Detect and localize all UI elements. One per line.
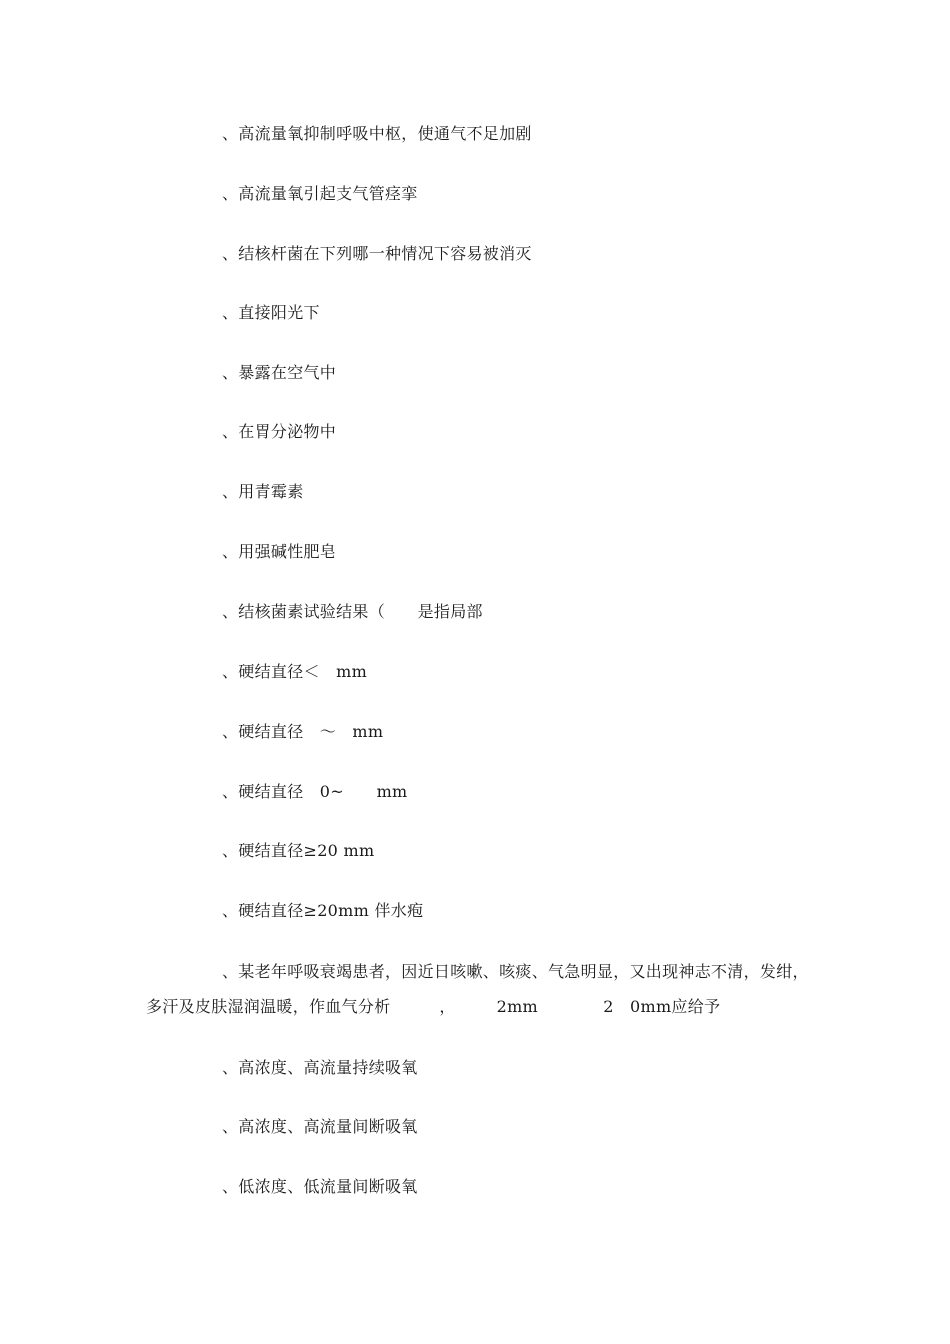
text-line: 、暴露在空气中	[222, 363, 337, 382]
option-line: 、低浓度、低流量间断吸氧	[222, 1177, 418, 1196]
text-line: 、高流量氧引起支气管痉挛	[222, 184, 418, 203]
text-line: 、用强碱性肥皂	[222, 542, 337, 561]
text-line: 、结核菌素试验结果（ 是指局部	[222, 602, 483, 621]
text-line: 、在胃分泌物中	[222, 422, 337, 441]
question-line-1: 、某老年呼吸衰竭患者，因近日咳嗽、咳痰、气急明显，又出现神志不清，发绀，	[222, 962, 809, 981]
option-line: 、高浓度、高流量间断吸氧	[222, 1117, 418, 1136]
question-line-2: 多汗及皮肤湿润温暖，作血气分析 ， 2mm 2 0mm应给予	[146, 997, 721, 1016]
text-line: 、硬结直径≥20 mm	[222, 841, 375, 860]
text-line: 、硬结直径＜ mm	[222, 662, 368, 681]
text-line: 、硬结直径 0~ mm	[222, 782, 408, 801]
text-line: 、直接阳光下	[222, 303, 320, 322]
text-line: 、硬结直径≥20mm 伴水疱	[222, 901, 424, 920]
text-line: 、硬结直径 ～ mm	[222, 722, 384, 741]
text-line: 、高流量氧抑制呼吸中枢，使通气不足加剧	[222, 124, 532, 143]
option-line: 、高浓度、高流量持续吸氧	[222, 1058, 418, 1077]
text-line: 、结核杆菌在下列哪一种情况下容易被消灭	[222, 244, 532, 263]
text-line: 、用青霉素	[222, 482, 304, 501]
